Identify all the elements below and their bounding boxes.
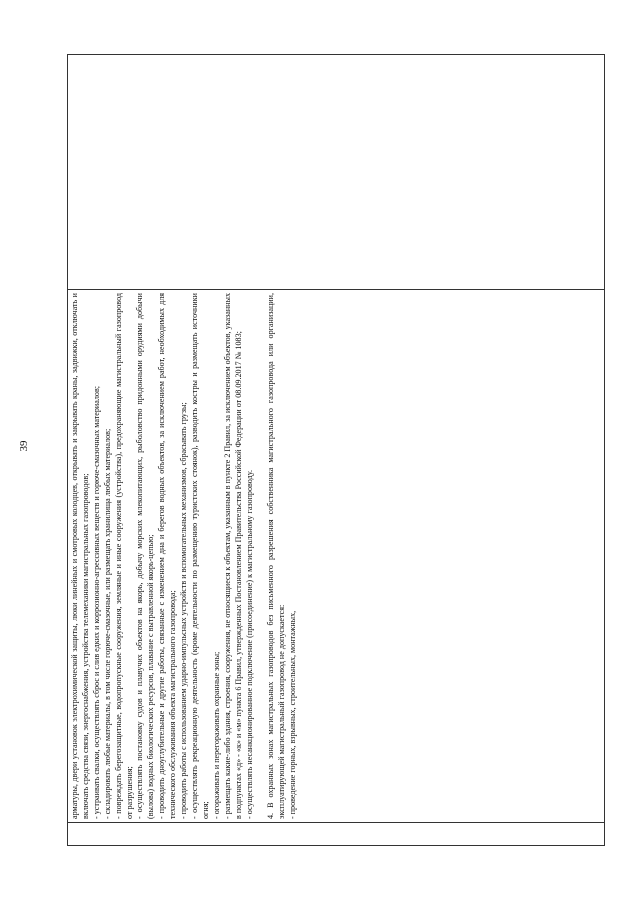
paragraph: - складировать любые материалы, в том числе горюче-смазочные, или размещать хранилища любых материалов; [102,428,112,819]
paragraph: арматуры, двери установок электрохимической защиты, люки линейных и смотровых колодцев, открывать и закрывать краны, задвижки, отключать и включать средства связи, энергоснабжения, устройства телемеханики магистральных газопроводов; [70,293,90,819]
rotated-cell [70,291,589,821]
paragraph: - размещать какие-либо здания, строения, сооружения, не относящиеся к объектам, указанным в пункте 2 Правил, за исключением объектов, указанных в подпунктах «д» - «к» и «м» пункта 6 Правил, утвержденных Постановлением Правительства Российской Федерации от 08.09.2017 № 1083; [222,293,243,819]
paragraph: 4. В охранных зонах магистральных газопроводов без письменного разрешения собственника магистрального газопровода или организации, эксплуатирующей магистральный газопровод не допускается: [266,293,287,819]
paragraph: - повреждать берегозащитные, водопропускные сооружения, земляные и иные сооружения (устройства), предохраняющие магистральный газопровод от разрушения; [113,293,134,819]
paragraph: - устраивать свалки, осуществлять сброс и слив едких и коррозионно-агрессивных веществ и горюче-смазочных материалов; [91,385,101,819]
document-table [67,54,605,846]
page-number: 39 [18,440,30,452]
paragraph: - осуществлять несанкционированное подключение (присоединение) к магистральному газопроводу. [244,470,254,819]
table-row-divider-1 [68,289,604,290]
paragraph: - огораживать и перегораживать охранные зоны; [211,651,221,819]
paragraph-gap [255,293,266,819]
paragraph: - осуществлять рекреационную деятельность (кроме деятельности по размещению туристских стоянок), разводить костры и размещать источники огня; [189,293,210,819]
paragraph: - осуществлять постановку судов и плавучих объектов на якорь, добычу морских млекопитающих, рыболовство придонными орудиями добычи (вылова) водных биологических ресурсов, плавание с вытравленной якорь-цепью; [135,293,156,819]
paragraph: - проводить дноуглубительные и другие работы, связанные с изменением дна и берегов водных объектов, за исключением работ, необходимых для технического обслуживания объекта магистрального газопровода; [157,293,178,819]
paragraph: - проведение горных, взрывных, строительных, монтажных, [288,610,298,819]
paragraph: - проводить работы с использованием ударно-импульсных устройств и вспомогательных механизмов, сбрасывать грузы; [179,402,189,819]
table-row-divider-2 [68,822,604,823]
rotated-text-block [70,291,589,821]
